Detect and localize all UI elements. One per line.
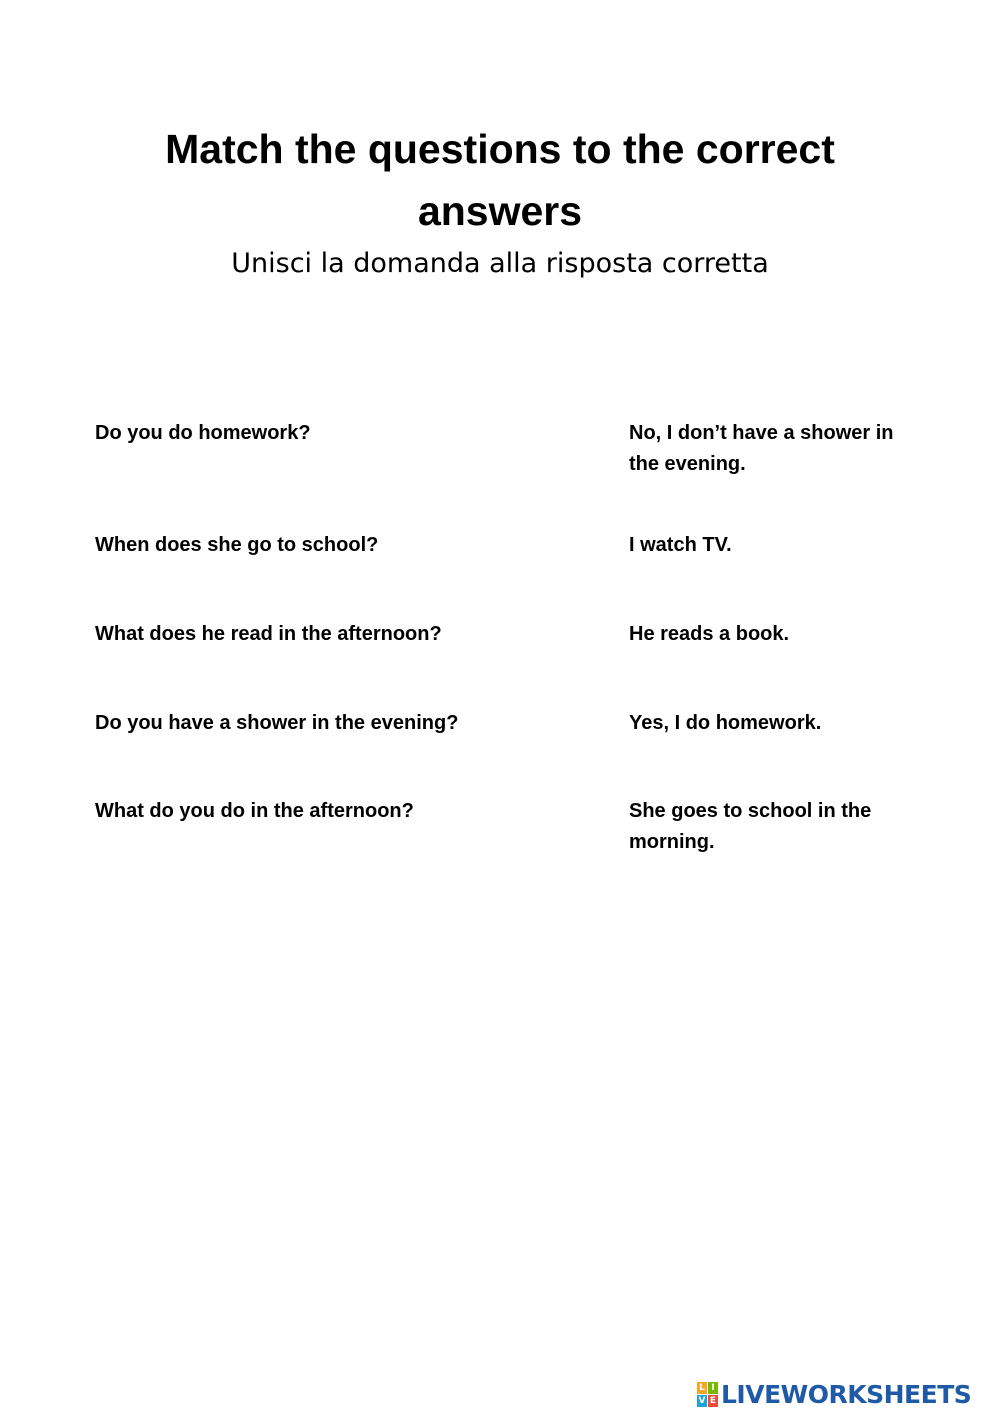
answer-item[interactable]: Yes, I do homework.: [629, 712, 822, 734]
answer-item[interactable]: She goes to school in the morning.: [629, 800, 872, 853]
question-item[interactable]: Do you do homework?: [95, 422, 311, 444]
logo-mark-letter: E: [709, 1395, 717, 1406]
answer-item[interactable]: He reads a book.: [629, 623, 790, 645]
logo-mark-letter: I: [708, 1382, 718, 1394]
liveworksheets-logo: [697, 1379, 971, 1409]
answer-item[interactable]: No, I don’t have a shower in the evening.: [629, 422, 894, 475]
liveworksheets-mark-icon: [697, 1382, 718, 1407]
question-item[interactable]: What does he read in the afternoon?: [95, 623, 442, 645]
logo-mark-letter: L: [697, 1382, 707, 1394]
question-item[interactable]: What do you do in the afternoon?: [95, 800, 414, 822]
worksheet-subtitle: Unisci la domanda alla risposta corretta: [231, 248, 769, 279]
worksheet-title: Match the questions to the correct answers: [165, 126, 835, 234]
logo-mark-letter: V: [698, 1395, 706, 1406]
question-item[interactable]: Do you have a shower in the evening?: [95, 712, 459, 734]
answer-item[interactable]: I watch TV.: [629, 534, 732, 556]
question-item[interactable]: When does she go to school?: [95, 534, 379, 556]
logo-text: LIVEWORKSHEETS: [721, 1379, 972, 1409]
